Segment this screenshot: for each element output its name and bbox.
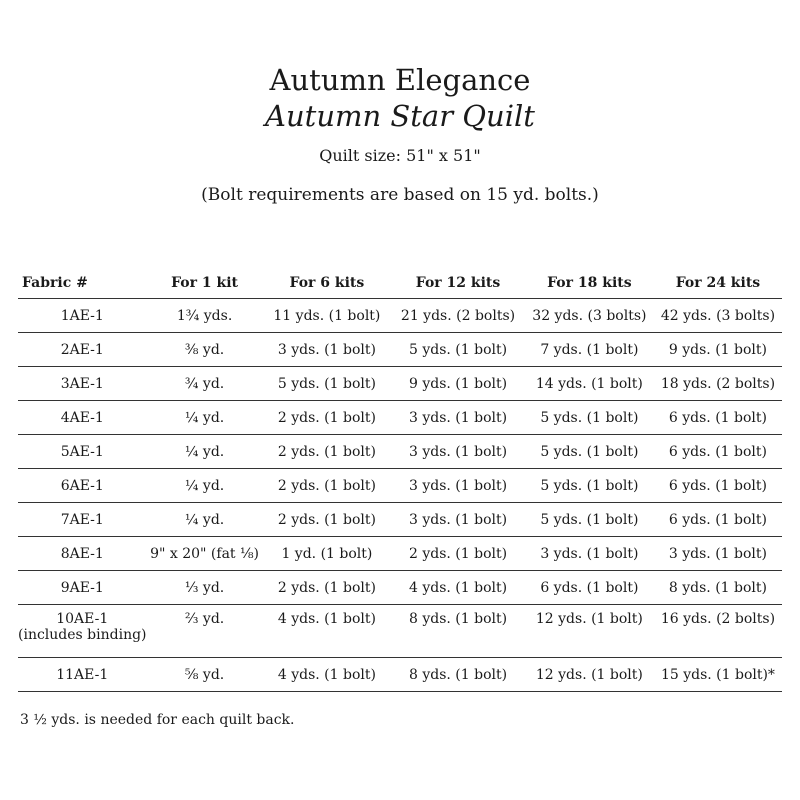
table-cell: 1 yd. (1 bolt) (263, 537, 392, 571)
table-cell: ⅓ yd. (147, 571, 263, 605)
fabric-cell: 5AE-1 (18, 435, 147, 469)
quilt-size: Quilt size: 51" x 51" (319, 146, 481, 165)
table-cell: 8 yds. (1 bolt) (654, 571, 782, 605)
table-cell: 5 yds. (1 bolt) (525, 435, 654, 469)
table-cell: 11 yds. (1 bolt) (263, 299, 392, 333)
page-title: Autumn Elegance (269, 63, 531, 97)
table-cell: ¼ yd. (147, 469, 263, 503)
header-fabric: Fabric # (18, 268, 147, 299)
table-row (18, 367, 782, 401)
table-cell: 3 yds. (1 bolt) (654, 537, 782, 571)
table-row (18, 537, 782, 571)
table-cell: 9 yds. (1 bolt) (391, 367, 525, 401)
table-cell: ⅔ yd. (147, 605, 263, 658)
header-18-kits: For 18 kits (525, 268, 654, 299)
table-cell: 2 yds. (1 bolt) (263, 401, 392, 435)
table-cell: 7 yds. (1 bolt) (525, 333, 654, 367)
table-cell: 8 yds. (1 bolt) (391, 605, 525, 658)
page-subtitle: Autumn Star Quilt (265, 99, 535, 133)
fabric-cell: 7AE-1 (18, 503, 147, 537)
header-12-kits: For 12 kits (391, 268, 525, 299)
table-cell: 1¾ yds. (147, 299, 263, 333)
table-row (18, 658, 782, 692)
binding-note: (includes binding) (18, 627, 147, 643)
table-cell: 3 yds. (1 bolt) (525, 537, 654, 571)
table-cell: 3 yds. (1 bolt) (391, 435, 525, 469)
table-row (18, 503, 782, 537)
table-cell: 4 yds. (1 bolt) (391, 571, 525, 605)
fabric-cell: 4AE-1 (18, 401, 147, 435)
table-cell: 5 yds. (1 bolt) (525, 469, 654, 503)
table-cell: 14 yds. (1 bolt) (525, 367, 654, 401)
table-cell: ¼ yd. (147, 435, 263, 469)
table-header-row (18, 268, 782, 299)
table-cell: 3 yds. (1 bolt) (391, 469, 525, 503)
fabric-cell (18, 605, 147, 658)
table-cell: 8 yds. (1 bolt) (391, 658, 525, 692)
fabric-cell: 6AE-1 (18, 469, 147, 503)
table-cell: 2 yds. (1 bolt) (263, 469, 392, 503)
table-cell: 21 yds. (2 bolts) (391, 299, 525, 333)
table-cell: 2 yds. (1 bolt) (263, 503, 392, 537)
table-cell: 4 yds. (1 bolt) (263, 658, 392, 692)
table-cell: 5 yds. (1 bolt) (525, 401, 654, 435)
table-cell: ¾ yd. (147, 367, 263, 401)
table-row (18, 401, 782, 435)
table-cell: 12 yds. (1 bolt) (525, 605, 654, 658)
table-cell: 6 yds. (1 bolt) (654, 435, 782, 469)
table-cell: 3 yds. (1 bolt) (263, 333, 392, 367)
table-row (18, 299, 782, 333)
table-cell: 5 yds. (1 bolt) (525, 503, 654, 537)
table-cell: 5 yds. (1 bolt) (263, 367, 392, 401)
table-cell: 16 yds. (2 bolts) (654, 605, 782, 658)
fabric-id: 10AE-1 (56, 611, 109, 627)
table-cell: 6 yds. (1 bolt) (654, 469, 782, 503)
table-cell: ⅜ yd. (147, 333, 263, 367)
table-cell: 9" x 20" (fat ⅛) (147, 537, 263, 571)
header-24-kits: For 24 kits (654, 268, 782, 299)
table-row (18, 435, 782, 469)
table-cell: 2 yds. (1 bolt) (391, 537, 525, 571)
table-cell: 3 yds. (1 bolt) (391, 503, 525, 537)
table-cell: 2 yds. (1 bolt) (263, 435, 392, 469)
header-1-kit: For 1 kit (147, 268, 263, 299)
table-cell: 3 yds. (1 bolt) (391, 401, 525, 435)
table-row (18, 605, 782, 658)
table-cell: 6 yds. (1 bolt) (654, 401, 782, 435)
table-cell: 2 yds. (1 bolt) (263, 571, 392, 605)
fabric-cell: 2AE-1 (18, 333, 147, 367)
table-cell: ¼ yd. (147, 503, 263, 537)
table-row (18, 333, 782, 367)
table-cell: 32 yds. (3 bolts) (525, 299, 654, 333)
table-cell: ⅝ yd. (147, 658, 263, 692)
table-cell: 15 yds. (1 bolt)* (654, 658, 782, 692)
table-row (18, 469, 782, 503)
fabric-requirements-table (18, 268, 782, 692)
table-cell: 5 yds. (1 bolt) (391, 333, 525, 367)
table-cell: 9 yds. (1 bolt) (654, 333, 782, 367)
bolt-note: (Bolt requirements are based on 15 yd. bolts.) (201, 185, 599, 205)
table-cell: ¼ yd. (147, 401, 263, 435)
table-cell: 4 yds. (1 bolt) (263, 605, 392, 658)
fabric-cell: 8AE-1 (18, 537, 147, 571)
fabric-cell: 9AE-1 (18, 571, 147, 605)
backing-note: 3 ½ yds. is needed for each quilt back. (20, 712, 295, 728)
table-cell: 42 yds. (3 bolts) (654, 299, 782, 333)
table-cell: 12 yds. (1 bolt) (525, 658, 654, 692)
fabric-cell: 11AE-1 (18, 658, 147, 692)
table-cell: 6 yds. (1 bolt) (525, 571, 654, 605)
header-6-kits: For 6 kits (263, 268, 392, 299)
table-row (18, 571, 782, 605)
fabric-cell: 3AE-1 (18, 367, 147, 401)
table-cell: 18 yds. (2 bolts) (654, 367, 782, 401)
fabric-cell: 1AE-1 (18, 299, 147, 333)
table-cell: 6 yds. (1 bolt) (654, 503, 782, 537)
